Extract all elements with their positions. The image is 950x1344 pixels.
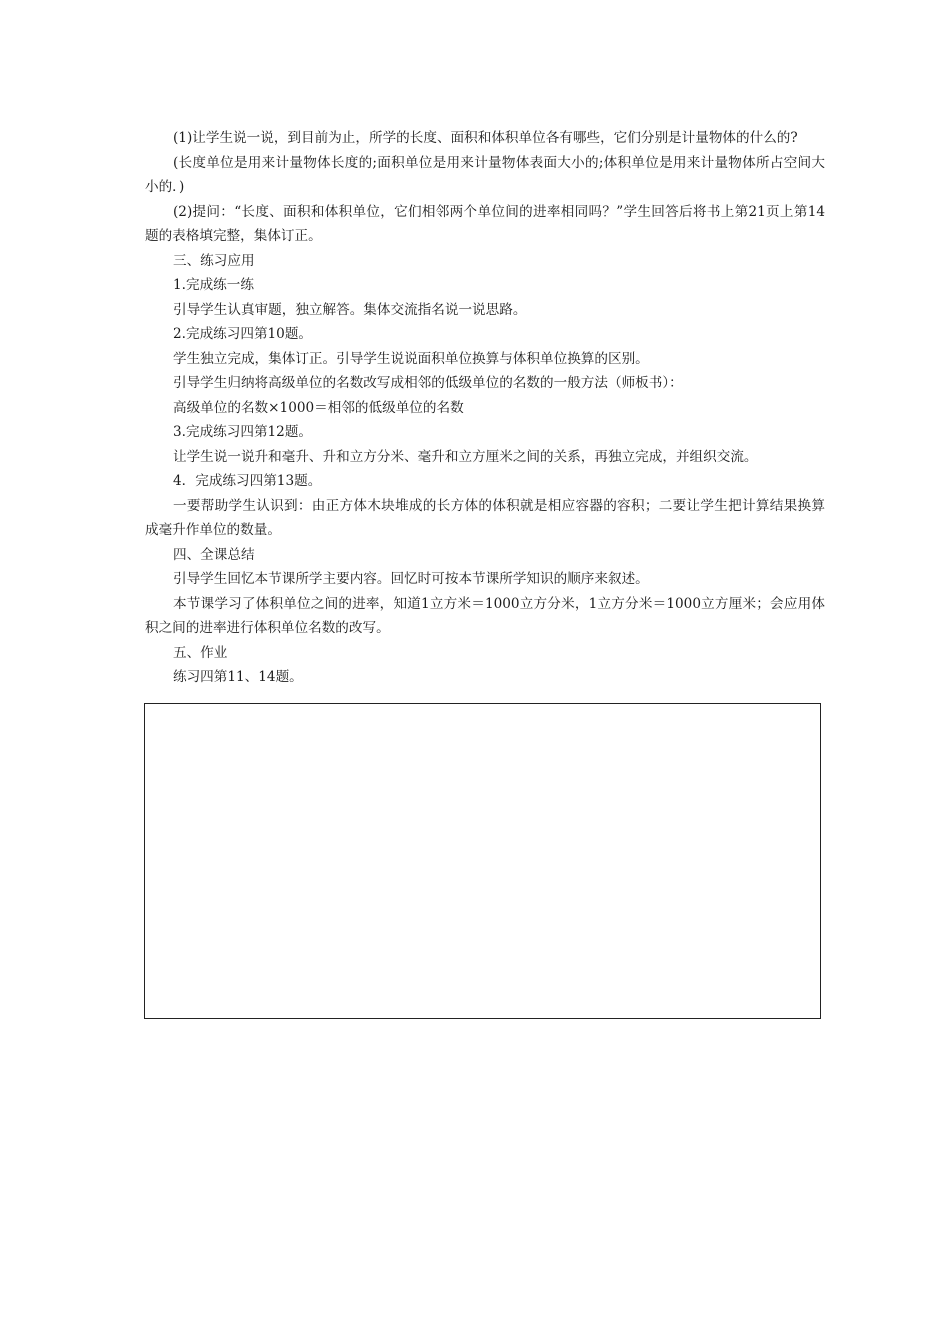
empty-notes-box <box>144 703 821 1019</box>
paragraph-16: 引导学生回忆本节课所学主要内容。回忆时可按本节课所学知识的顺序来叙述。 <box>173 571 649 587</box>
paragraph-11: 3.完成练习四第12题。 <box>173 424 313 440</box>
paragraph-8: 学生独立完成，集体订正。引导学生说说面积单位换算与体积单位换算的区别。 <box>173 350 649 367</box>
paragraph-6: 引导学生认真审题，独立解答。集体交流指名说一说思路。 <box>173 301 527 318</box>
paragraph-7: 2.完成练习四第10题。 <box>173 326 313 342</box>
paragraph-3: (2)提问：“长度、面积和体积单位，它们相邻两个单位间的进率相同吗？”学生回答后将书上第21页上第14题的表格填完整，集体订正。 <box>145 203 825 244</box>
paragraph-17: 本节课学习了体积单位之间的进率，知道1立方米＝1000立方分米，1立方分米＝1000立方厘米；会应用体积之间的进率进行体积单位名数的改写。 <box>145 595 825 636</box>
section-heading-practice: 三、练习应用 <box>173 252 255 269</box>
paragraph-1: (1)让学生说一说，到目前为止，所学的长度、面积和体积单位各有哪些，它们分别是计量物体的什么的? <box>173 130 798 146</box>
section-heading-homework: 五、作业 <box>173 644 228 661</box>
paragraph-9: 引导学生归纳将高级单位的名数改写成相邻的低级单位的名数的一般方法（师板书）： <box>173 375 683 391</box>
paragraph-14: 一要帮助学生认识到：由正方体木块堆成的长方体的体积就是相应容器的容积；二要让学生把计算结果换算成毫升作单位的数量。 <box>145 497 825 538</box>
section-heading-summary: 四、全课总结 <box>173 546 255 563</box>
paragraph-2: (长度单位是用来计量物体长度的;面积单位是用来计量物体表面大小的;体积单位是用来计量物体所占空间大小的．) <box>145 154 825 195</box>
formula-line: 高级单位的名数×1000＝相邻的低级单位的名数 <box>173 399 464 416</box>
paragraph-19: 练习四第11、14题。 <box>173 669 303 685</box>
paragraph-5: 1.完成练一练 <box>173 277 254 293</box>
document-body <box>145 126 825 690</box>
paragraph-12: 让学生说一说升和毫升、升和立方分米、毫升和立方厘米之间的关系，再独立完成，并组织交流。 <box>173 448 758 465</box>
paragraph-13: 4．完成练习四第13题。 <box>173 473 322 489</box>
